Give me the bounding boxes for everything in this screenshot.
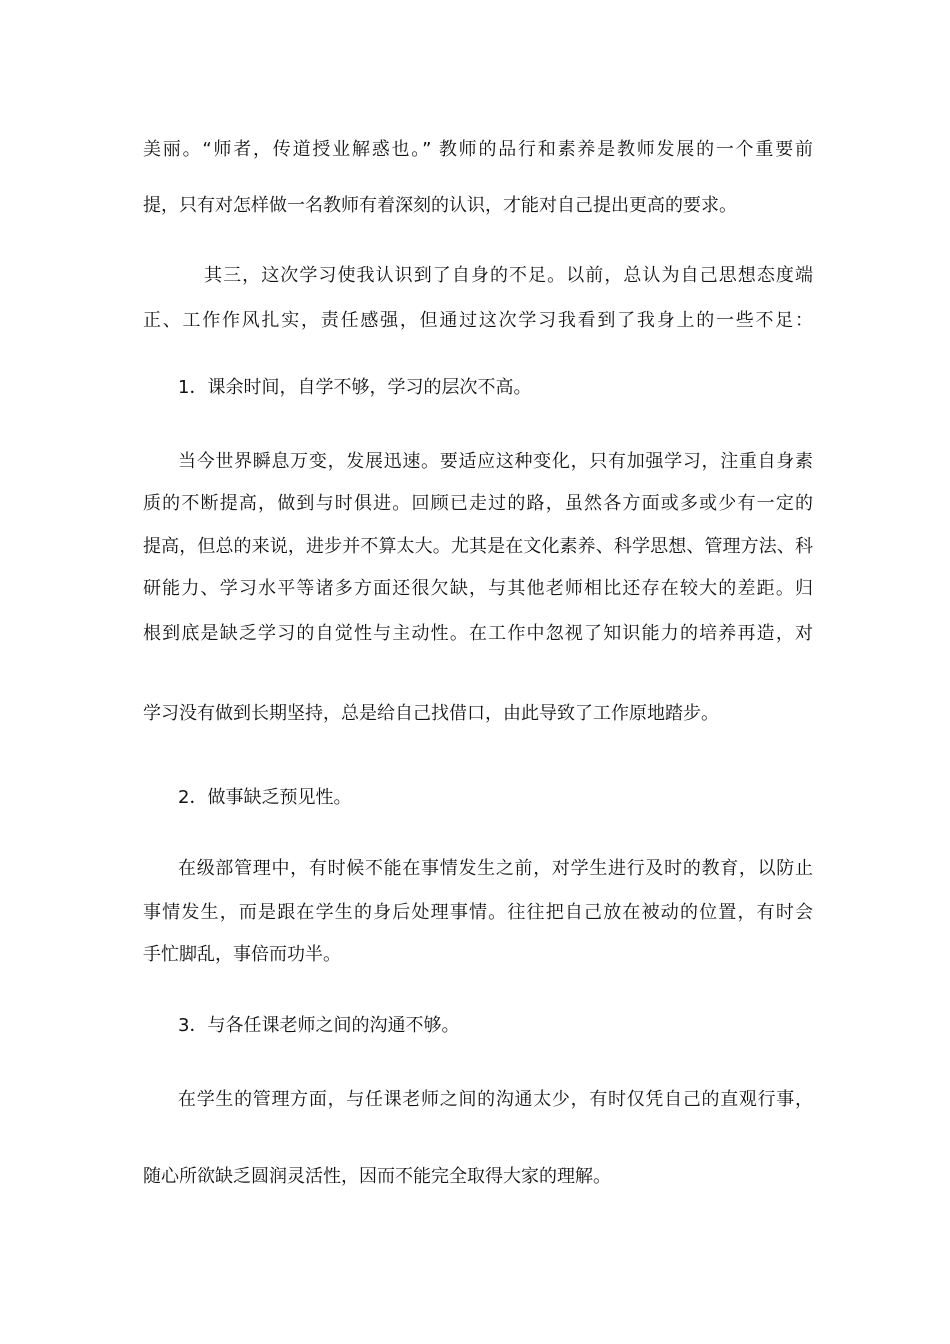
paragraph-line: 根到底是缺乏学习的自觉性与主动性。在工作中忽视了知识能力的培养再造，对 [143, 623, 813, 644]
paragraph-line: 随心所欲缺乏圆润灵活性，因而不能完全取得大家的理解。 [143, 1166, 611, 1187]
paragraph-line: 在级部管理中，有时候不能在事情发生之前，对学生进行及时的教育，以防止 [178, 858, 813, 879]
paragraph-line: 手忙脚乱，事倍而功半。 [143, 944, 341, 965]
list-item-heading: 1．课余时间，自学不够，学习的层次不高。 [178, 377, 532, 398]
paragraph-line: 当今世界瞬息万变，发展迅速。要适应这种变化，只有加强学习，注重自身素 [178, 451, 813, 472]
paragraph-line: 提高，但总的来说，进步并不算太大。尤其是在文化素养、科学思想、管理方法、科 [143, 536, 813, 557]
paragraph-line: 质的不断提高，做到与时俱进。回顾已走过的路，虽然各方面或多或少有一定的 [143, 493, 813, 514]
paragraph-line: 正、工作作风扎实，责任感强，但通过这次学习我看到了我身上的一些不足： [143, 310, 813, 331]
paragraph-line: 美丽。“师者，传道授业解惑也。” 教师的品行和素养是教师发展的一个重要前 [143, 139, 813, 160]
list-item-heading: 2．做事缺乏预见性。 [178, 787, 352, 808]
paragraph-line: 学习没有做到长期坚持，总是给自己找借口，由此导致了工作原地踏步。 [143, 703, 719, 724]
paragraph-line: 事情发生，而是跟在学生的身后处理事情。往往把自己放在被动的位置，有时会 [143, 902, 813, 923]
paragraph-line: 其三，这次学习使我认识到了自身的不足。以前，总认为自己思想态度端 [204, 265, 813, 286]
paragraph-line: 提，只有对怎样做一名教师有着深刻的认识，才能对自己提出更高的要求。 [143, 195, 737, 216]
paragraph-line: 在学生的管理方面，与任课老师之间的沟通太少，有时仅凭自己的直观行事， [178, 1089, 813, 1110]
paragraph-line: 研能力、学习水平等诸多方面还很欠缺，与其他老师相比还存在较大的差距。归 [143, 578, 813, 599]
list-item-heading: 3．与各任课老师之间的沟通不够。 [178, 1015, 460, 1036]
